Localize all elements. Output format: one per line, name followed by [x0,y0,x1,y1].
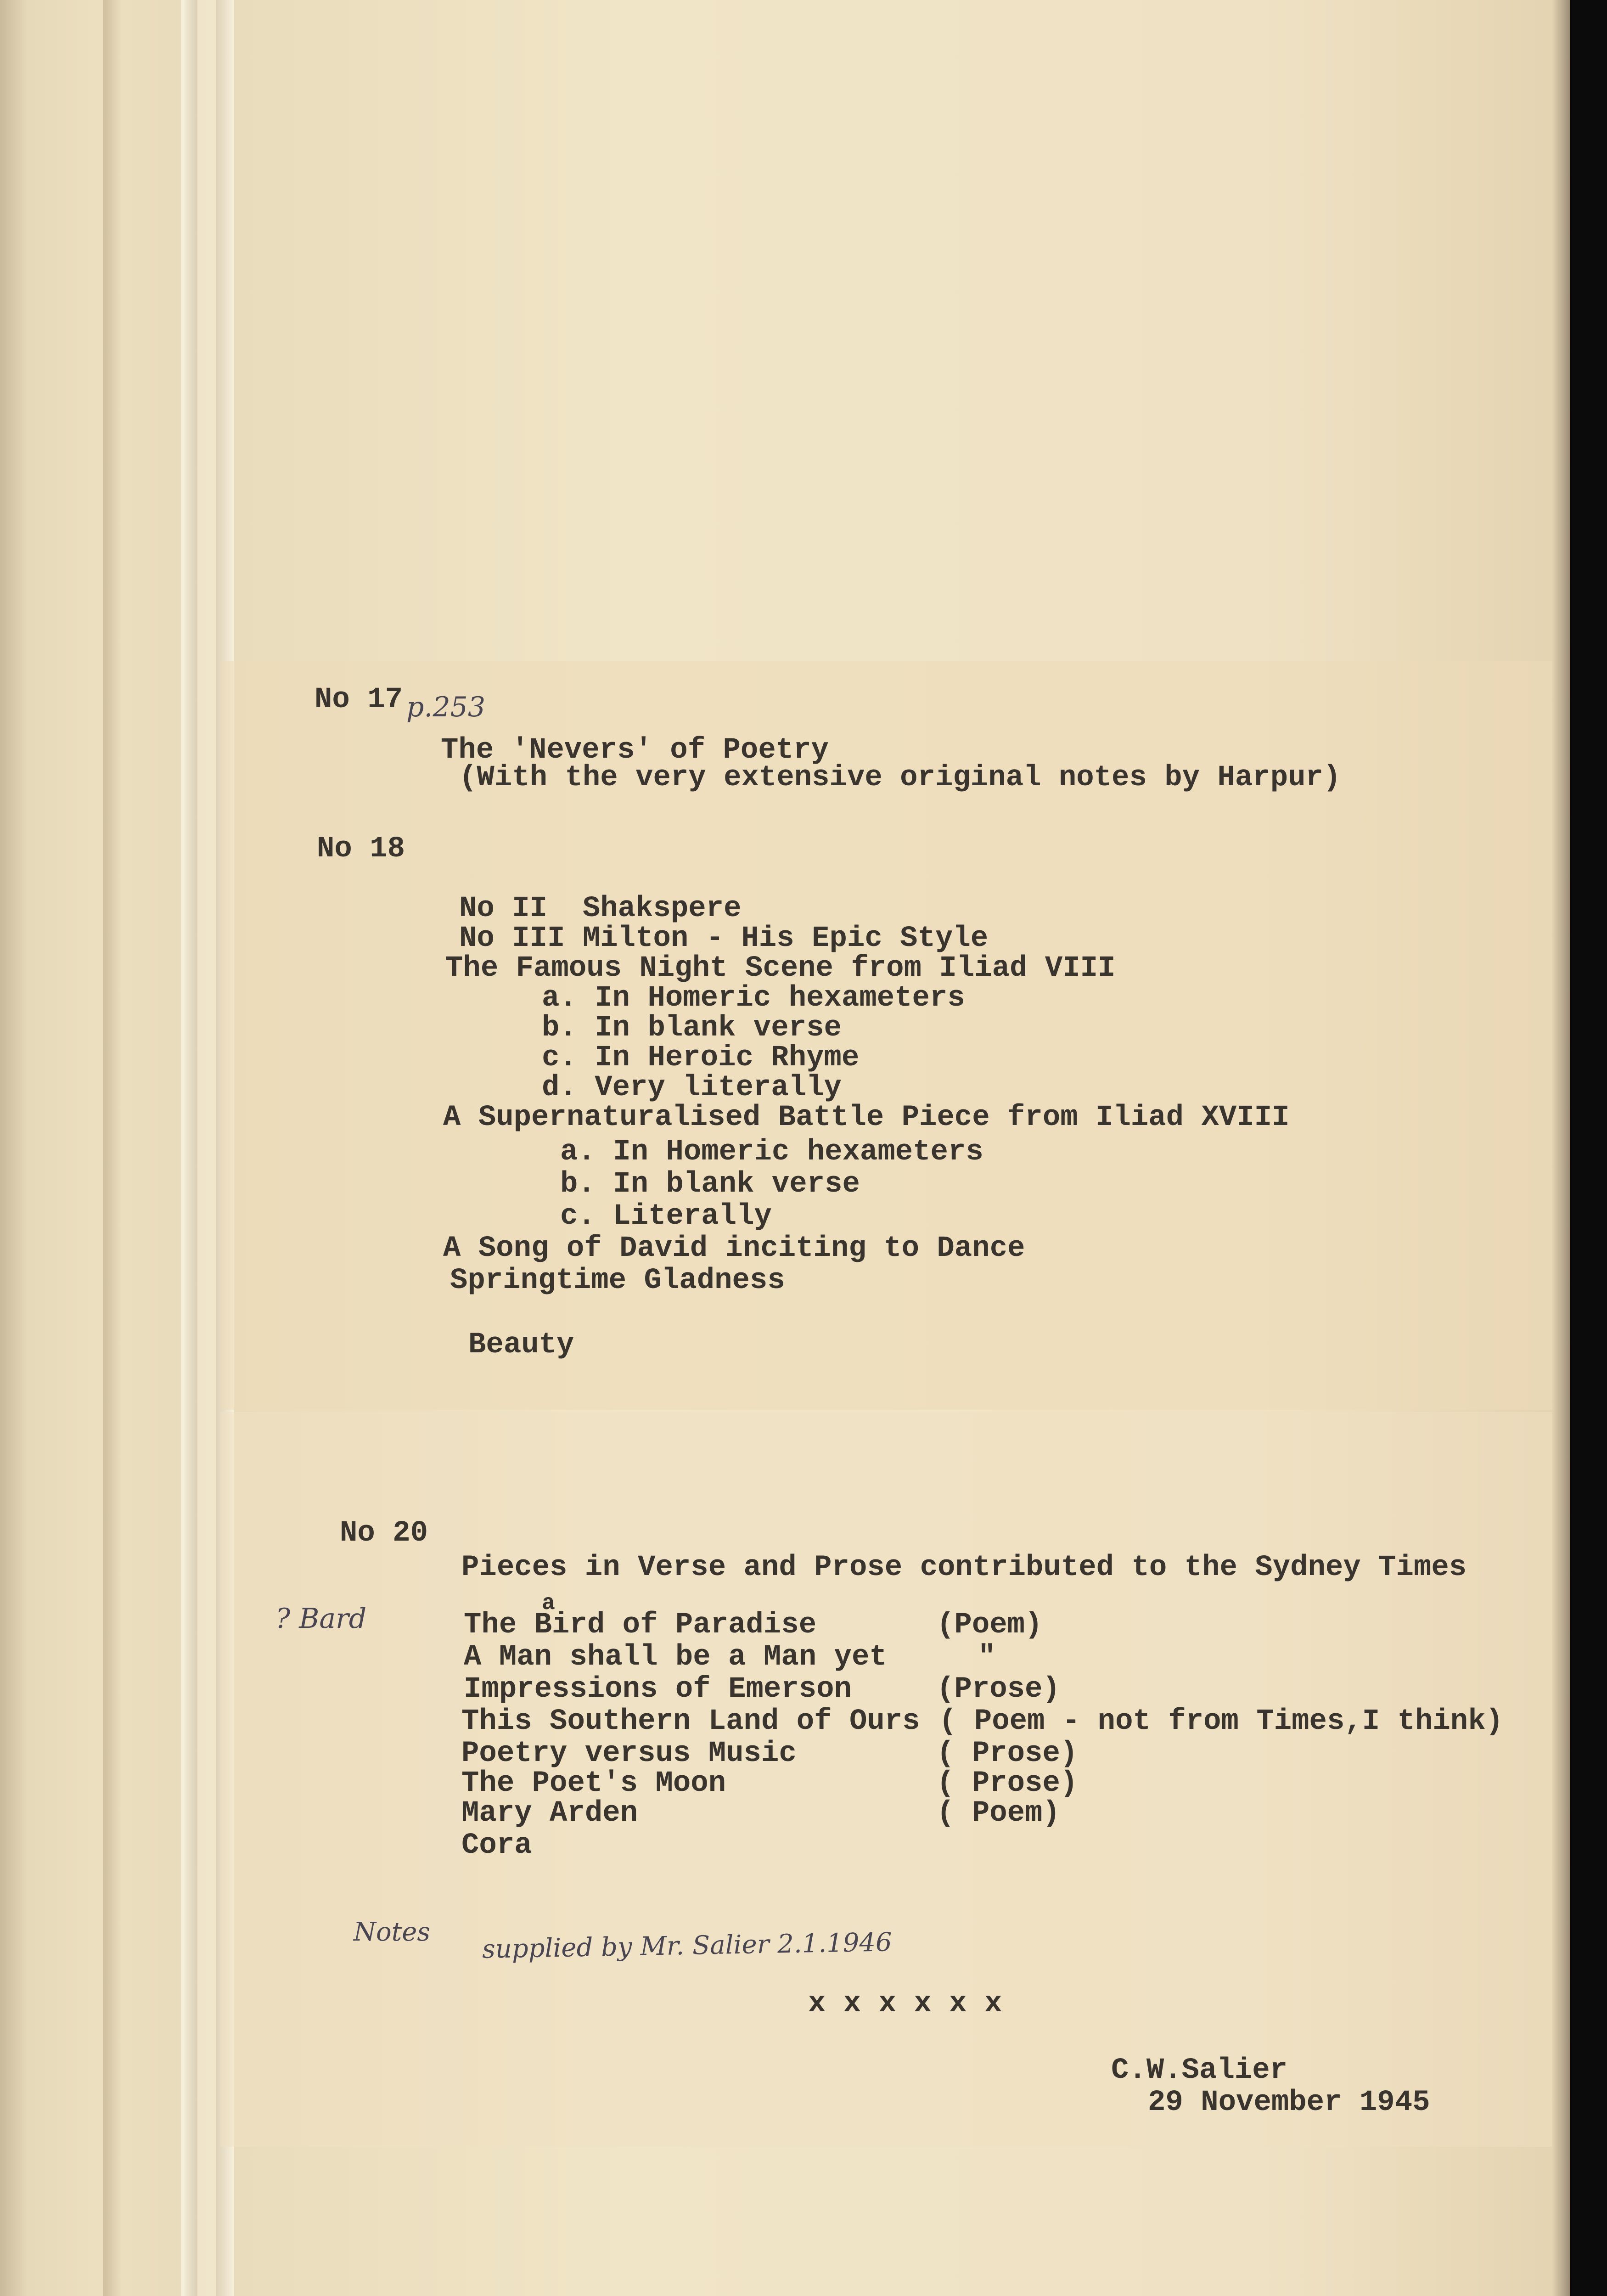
no18-item: d. Very literally [542,1071,842,1104]
separator: x x x x x x [808,1987,1002,2020]
no20-item-title: Mary Arden [461,1797,638,1830]
fold-shadow [103,0,122,2296]
no20-item-kind: ( Poem) [937,1797,1060,1830]
page-ref-note: p.253 [406,691,486,723]
no20-item-title: The Poet's Moon [461,1767,726,1800]
no20-item-title: A Man shall be a Man yet [464,1641,887,1674]
no20-item-kind: (Prose) [937,1673,1060,1706]
no17-label: No 17 [315,683,403,716]
no20-item-title: Cora [461,1829,532,1862]
no18-item: A Song of David inciting to Dance [443,1232,1025,1265]
no20-item-title: Poetry versus Music [461,1737,797,1770]
no20-item-kind: ( Poem - not from Times,I think) [939,1705,1503,1738]
bard-note: ? Bard [275,1603,367,1635]
no20-title: Pieces in Verse and Prose contributed to the Sydney Times [461,1551,1467,1584]
signature-name: C.W.Salier [1111,2054,1288,2087]
no18-item: No III Milton - His Epic Style [459,922,989,955]
no20-label: No 20 [340,1517,428,1550]
no17-title: The 'Nevers' of Poetry [441,734,829,767]
no20-item-title: The Bird of Paradise [464,1609,817,1642]
right-edge-shadow [1552,0,1570,2296]
signature-date: 29 November 1945 [1148,2086,1430,2119]
no20-item-kind: ( Prose) [937,1767,1078,1800]
no18-item: No II Shakspere [459,892,742,925]
no17-subtitle: (With the very extensive original notes by Harpur) [459,761,1341,794]
notes-label: Notes [354,1917,431,1947]
no18-item: c. In Heroic Rhyme [542,1041,860,1075]
no18-item: a. In Homeric hexameters [542,982,965,1015]
no20-item-kind: " [978,1641,996,1674]
no20-item-kind: ( Prose) [937,1737,1078,1770]
no20-item-kind: (Poem) [937,1609,1043,1642]
notes-text: supplied by Mr. Salier 2.1.1946 [482,1927,893,1964]
insert-a-note: a [542,1591,555,1616]
no20-item-title: This Southern Land of Ours [461,1705,920,1738]
no20-item-title: Impressions of Emerson [464,1673,852,1706]
no18-item: The Famous Night Scene from Iliad VIII [445,952,1116,985]
no18-item: Springtime Gladness [450,1264,785,1297]
no18-item: c. Literally [560,1200,772,1233]
left-edge-shadow [0,0,28,2296]
no18-item: b. In blank verse [542,1012,842,1045]
no18-item: A Supernaturalised Battle Piece from Iliad XVIII [443,1101,1290,1134]
no18-item: Beauty [468,1328,574,1362]
no18-label: No 18 [317,833,405,866]
no18-item: b. In blank verse [560,1168,860,1201]
no18-item: a. In Homeric hexameters [560,1136,983,1169]
